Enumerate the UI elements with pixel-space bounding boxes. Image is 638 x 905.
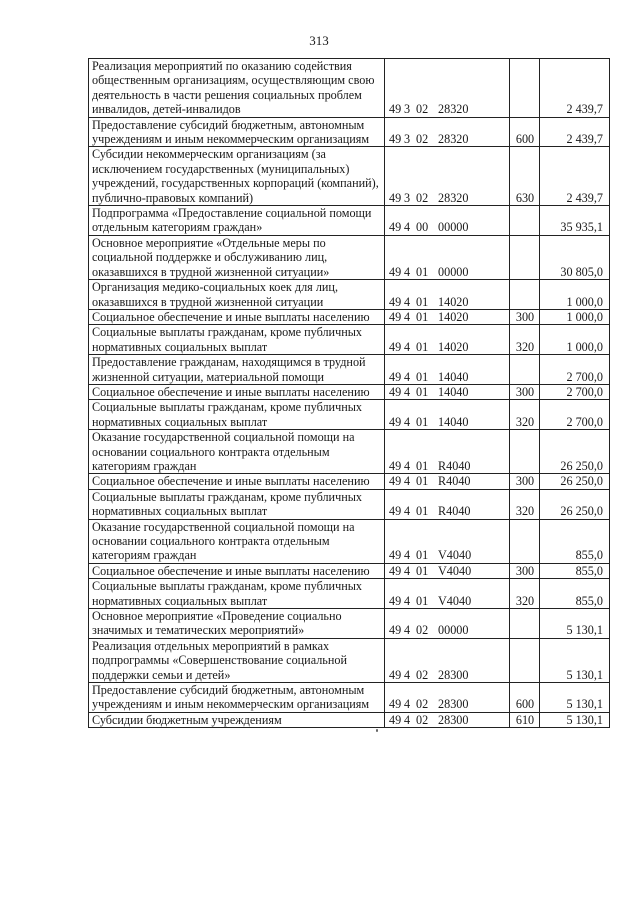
- target-article-code: [385, 59, 510, 118]
- code-part-c1: 49: [389, 474, 402, 489]
- expense-type-code: 320: [510, 579, 540, 609]
- expense-name: Субсидии бюджетным учреждениям: [89, 712, 385, 727]
- code-part-c3: 02: [416, 667, 429, 682]
- table-row: [89, 384, 610, 399]
- amount: 2 700,0: [540, 384, 610, 399]
- amount: 26 250,0: [540, 474, 610, 489]
- amount: 30 805,0: [540, 235, 610, 279]
- code-part-c1: 49: [389, 458, 402, 473]
- expense-type-code: 320: [510, 400, 540, 430]
- expense-name: Предоставление субсидий бюджетным, автономным учреждениям и иным некоммерческим организациям: [89, 117, 385, 147]
- table-row: [89, 712, 610, 727]
- amount: 5 130,1: [540, 638, 610, 682]
- code-part-c3: 01: [416, 294, 429, 309]
- target-article-code: [385, 638, 510, 682]
- code-part-c3: 02: [416, 132, 429, 147]
- code-part-c4: V4040: [438, 563, 472, 578]
- expense-type-code: [510, 235, 540, 279]
- code-part-c2: 4: [404, 563, 411, 578]
- code-part-c4: 28300: [438, 697, 469, 712]
- target-article-code: [385, 384, 510, 399]
- expense-type-code: [510, 430, 540, 474]
- expense-name: Социальное обеспечение и иные выплаты населению: [89, 384, 385, 399]
- expense-name: Организация медико-социальных коек для лиц, оказавшихся в трудной жизненной ситуации: [89, 280, 385, 310]
- page-number: 313: [309, 33, 329, 48]
- table-row: [89, 519, 610, 563]
- expense-type-code: 610: [510, 712, 540, 727]
- amount: 855,0: [540, 563, 610, 578]
- code-part-c1: 49: [389, 623, 402, 638]
- table-row: [89, 280, 610, 310]
- expense-name: Социальные выплаты гражданам, кроме публичных нормативных социальных выплат: [89, 579, 385, 609]
- expense-name: Реализация мероприятий по оказанию содействия общественным организациям, осуществляющим свою деятельность в части решения социальных проблем инвалидов, детей-инвалидов: [89, 59, 385, 118]
- code-part-c2: 4: [404, 623, 411, 638]
- table-row: [89, 489, 610, 519]
- expense-type-code: [510, 355, 540, 385]
- target-article-code: [385, 563, 510, 578]
- expense-name: Социальное обеспечение и иные выплаты населению: [89, 563, 385, 578]
- amount: 2 439,7: [540, 59, 610, 118]
- target-article-code: [385, 235, 510, 279]
- table-row: [89, 400, 610, 430]
- code-part-c2: 4: [404, 384, 411, 399]
- code-part-c2: 4: [404, 548, 411, 563]
- amount: 26 250,0: [540, 489, 610, 519]
- code-part-c3: 01: [416, 548, 429, 563]
- code-part-c4: 28320: [438, 190, 469, 205]
- table-row: [89, 355, 610, 385]
- amount: 35 935,1: [540, 206, 610, 236]
- amount: 1 000,0: [540, 325, 610, 355]
- code-part-c1: 49: [389, 190, 402, 205]
- expense-type-code: 630: [510, 147, 540, 206]
- code-part-c3: 01: [416, 458, 429, 473]
- budget-table: [88, 58, 610, 728]
- code-part-c4: V4040: [438, 548, 472, 563]
- table-row: [89, 117, 610, 147]
- expense-type-code: 300: [510, 309, 540, 324]
- target-article-code: [385, 519, 510, 563]
- table-row: [89, 609, 610, 639]
- code-part-c4: 14020: [438, 309, 469, 324]
- amount: 2 439,7: [540, 117, 610, 147]
- expense-type-code: 320: [510, 325, 540, 355]
- code-part-c4: 00000: [438, 264, 469, 279]
- target-article-code: [385, 489, 510, 519]
- code-part-c2: 4: [404, 504, 411, 519]
- expense-type-code: [510, 59, 540, 118]
- code-part-c2: 4: [404, 414, 411, 429]
- code-part-c2: 4: [404, 294, 411, 309]
- expense-name: Предоставление гражданам, находящимся в трудной жизненной ситуации, материальной помощи: [89, 355, 385, 385]
- scan-artifact: [376, 729, 378, 732]
- expense-type-code: 300: [510, 384, 540, 399]
- expense-type-code: 320: [510, 489, 540, 519]
- code-part-c3: 01: [416, 474, 429, 489]
- code-part-c2: 3: [404, 190, 411, 205]
- code-part-c3: 02: [416, 712, 429, 727]
- code-part-c1: 49: [389, 697, 402, 712]
- expense-name: Основное мероприятие «Проведение социально значимых и тематических мероприятий»: [89, 609, 385, 639]
- code-part-c3: 02: [416, 697, 429, 712]
- budget-table-body: [89, 59, 610, 728]
- code-part-c3: 01: [416, 309, 429, 324]
- code-part-c1: 49: [389, 102, 402, 117]
- expense-name: Подпрограмма «Предоставление социальной помощи отдельным категориям граждан»: [89, 206, 385, 236]
- target-article-code: [385, 325, 510, 355]
- code-part-c3: 01: [416, 384, 429, 399]
- amount: 2 700,0: [540, 400, 610, 430]
- expense-type-code: 300: [510, 474, 540, 489]
- expense-name: Социальные выплаты гражданам, кроме публичных нормативных социальных выплат: [89, 325, 385, 355]
- expense-name: Социальное обеспечение и иные выплаты населению: [89, 474, 385, 489]
- table-row: [89, 325, 610, 355]
- code-part-c4: 28300: [438, 712, 469, 727]
- expense-name: Реализация отдельных мероприятий в рамках подпрограммы «Совершенствование социальной поддержки семьи и детей»: [89, 638, 385, 682]
- code-part-c2: 4: [404, 339, 411, 354]
- amount: 1 000,0: [540, 280, 610, 310]
- code-part-c1: 49: [389, 369, 402, 384]
- code-part-c1: 49: [389, 563, 402, 578]
- code-part-c1: 49: [389, 339, 402, 354]
- code-part-c2: 4: [404, 369, 411, 384]
- code-part-c1: 49: [389, 712, 402, 727]
- target-article-code: [385, 609, 510, 639]
- code-part-c3: 01: [416, 369, 429, 384]
- expense-name: Основное мероприятие «Отдельные меры по социальной поддержке и обслуживанию лиц, оказавшихся в трудной жизненной ситуации»: [89, 235, 385, 279]
- amount: 855,0: [540, 519, 610, 563]
- target-article-code: [385, 147, 510, 206]
- target-article-code: [385, 206, 510, 236]
- table-row: [89, 579, 610, 609]
- expense-name: Субсидии некоммерческим организациям (за исключением государственных (муниципальных) учреждений, государственных корпораций (компаний), публично-правовых компаний): [89, 147, 385, 206]
- table-row: [89, 235, 610, 279]
- code-part-c3: 02: [416, 623, 429, 638]
- code-part-c1: 49: [389, 548, 402, 563]
- expense-type-code: [510, 638, 540, 682]
- code-part-c3: 01: [416, 264, 429, 279]
- expense-type-code: [510, 206, 540, 236]
- code-part-c1: 49: [389, 667, 402, 682]
- expense-type-code: 600: [510, 117, 540, 147]
- amount: 2 439,7: [540, 147, 610, 206]
- table-row: [89, 59, 610, 118]
- code-part-c3: 02: [416, 102, 429, 117]
- target-article-code: [385, 309, 510, 324]
- code-part-c2: 4: [404, 264, 411, 279]
- expense-type-code: [510, 519, 540, 563]
- table-row: [89, 474, 610, 489]
- code-part-c3: 01: [416, 563, 429, 578]
- table-row: [89, 683, 610, 713]
- target-article-code: [385, 579, 510, 609]
- expense-name: Оказание государственной социальной помощи на основании социального контракта отдельным категориям граждан: [89, 519, 385, 563]
- expense-type-code: [510, 280, 540, 310]
- code-part-c4: 00000: [438, 623, 469, 638]
- code-part-c1: 49: [389, 220, 402, 235]
- code-part-c4: R4040: [438, 504, 471, 519]
- code-part-c1: 49: [389, 309, 402, 324]
- target-article-code: [385, 400, 510, 430]
- code-part-c4: 28320: [438, 132, 469, 147]
- amount: 5 130,1: [540, 712, 610, 727]
- code-part-c3: 00: [416, 220, 429, 235]
- amount: 5 130,1: [540, 683, 610, 713]
- code-part-c1: 49: [389, 294, 402, 309]
- amount: 26 250,0: [540, 430, 610, 474]
- code-part-c2: 4: [404, 697, 411, 712]
- code-part-c4: 28300: [438, 667, 469, 682]
- table-row: [89, 430, 610, 474]
- expense-name: Социальные выплаты гражданам, кроме публичных нормативных социальных выплат: [89, 400, 385, 430]
- code-part-c2: 3: [404, 102, 411, 117]
- code-part-c4: 14020: [438, 294, 469, 309]
- target-article-code: [385, 474, 510, 489]
- target-article-code: [385, 712, 510, 727]
- code-part-c4: R4040: [438, 474, 471, 489]
- code-part-c1: 49: [389, 384, 402, 399]
- amount: 5 130,1: [540, 609, 610, 639]
- code-part-c4: V4040: [438, 593, 472, 608]
- amount: 2 700,0: [540, 355, 610, 385]
- code-part-c3: 02: [416, 190, 429, 205]
- table-row: [89, 206, 610, 236]
- code-part-c4: 00000: [438, 220, 469, 235]
- expense-type-code: 300: [510, 563, 540, 578]
- code-part-c3: 01: [416, 593, 429, 608]
- table-row: [89, 147, 610, 206]
- code-part-c2: 4: [404, 309, 411, 324]
- code-part-c1: 49: [389, 264, 402, 279]
- target-article-code: [385, 683, 510, 713]
- code-part-c4: 14040: [438, 414, 469, 429]
- table-row: [89, 309, 610, 324]
- code-part-c1: 49: [389, 414, 402, 429]
- code-part-c4: 14040: [438, 384, 469, 399]
- expense-name: Оказание государственной социальной помощи на основании социального контракта отдельным категориям граждан: [89, 430, 385, 474]
- table-row: [89, 563, 610, 578]
- code-part-c3: 01: [416, 504, 429, 519]
- expense-name: Социальные выплаты гражданам, кроме публичных нормативных социальных выплат: [89, 489, 385, 519]
- code-part-c2: 4: [404, 593, 411, 608]
- table-row: [89, 638, 610, 682]
- target-article-code: [385, 430, 510, 474]
- target-article-code: [385, 355, 510, 385]
- code-part-c2: 4: [404, 667, 411, 682]
- code-part-c4: R4040: [438, 458, 471, 473]
- code-part-c4: 14040: [438, 369, 469, 384]
- code-part-c2: 3: [404, 132, 411, 147]
- amount: 1 000,0: [540, 309, 610, 324]
- amount: 855,0: [540, 579, 610, 609]
- code-part-c2: 4: [404, 712, 411, 727]
- code-part-c3: 01: [416, 414, 429, 429]
- code-part-c1: 49: [389, 132, 402, 147]
- expense-name: Социальное обеспечение и иные выплаты населению: [89, 309, 385, 324]
- code-part-c1: 49: [389, 593, 402, 608]
- code-part-c1: 49: [389, 504, 402, 519]
- target-article-code: [385, 280, 510, 310]
- code-part-c2: 4: [404, 458, 411, 473]
- code-part-c4: 28320: [438, 102, 469, 117]
- code-part-c2: 4: [404, 220, 411, 235]
- expense-type-code: 600: [510, 683, 540, 713]
- expense-type-code: [510, 609, 540, 639]
- code-part-c4: 14020: [438, 339, 469, 354]
- target-article-code: [385, 117, 510, 147]
- code-part-c2: 4: [404, 474, 411, 489]
- expense-name: Предоставление субсидий бюджетным, автономным учреждениям и иным некоммерческим организациям: [89, 683, 385, 713]
- code-part-c3: 01: [416, 339, 429, 354]
